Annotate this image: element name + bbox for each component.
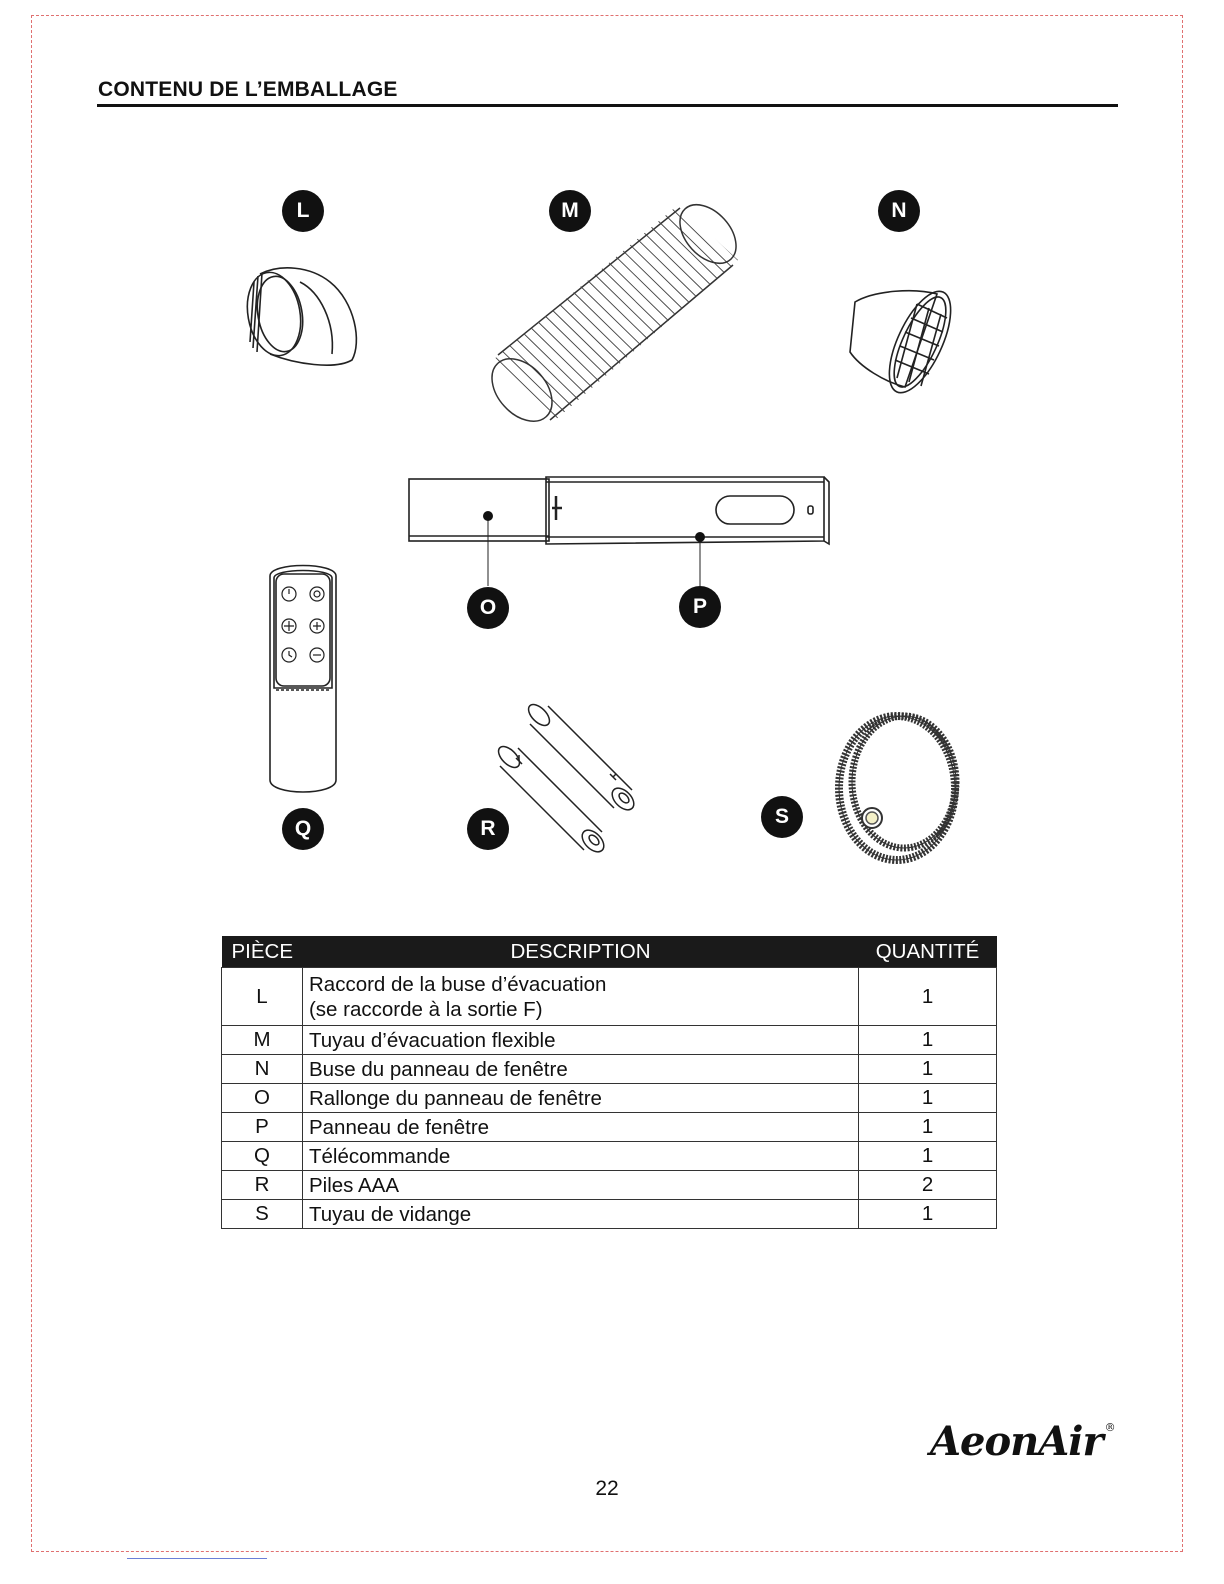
exhaust-adapter-icon [240,262,365,372]
table-row [222,968,997,1026]
logo-text: AeonAir [930,1418,1103,1465]
table-row [222,1055,997,1084]
description-cell: Panneau de fenêtre [302,1113,858,1142]
table-row [222,1026,997,1055]
badge-n: N [878,190,920,232]
part-cell: M [222,1026,303,1055]
header-quantite: QUANTITÉ [859,936,997,968]
quantity-cell: 1 [859,1055,997,1084]
description-cell: Rallonge du panneau de fenêtre [302,1084,858,1113]
description-cell: Buse du panneau de fenêtre [302,1055,858,1084]
description-cell: Tuyau d’évacuation flexible [302,1026,858,1055]
quantity-cell: 1 [859,1142,997,1171]
title-underline [97,104,1118,107]
badge-l: L [282,190,324,232]
description-cell: Piles AAA [302,1171,858,1200]
table-row [222,1142,997,1171]
table-row [222,1200,997,1229]
quantity-cell: 2 [859,1171,997,1200]
window-panel-icon [404,474,834,609]
table-row [222,1113,997,1142]
quantity-cell: 1 [859,1200,997,1229]
parts-table [221,936,997,1229]
registered-mark: ® [1104,1420,1115,1434]
description-cell: Télécommande [302,1142,858,1171]
part-cell: R [222,1171,303,1200]
description-cell [302,968,858,1026]
table-row [222,1171,997,1200]
description-cell: Tuyau de vidange [302,1200,858,1229]
description-line: Raccord de la buse d’évacuation [308,972,607,996]
page-number: 22 [595,1477,619,1500]
table-row [222,1084,997,1113]
quantity-cell: 1 [859,968,997,1026]
badge-p: P [679,586,721,628]
footer-rule [127,1558,267,1559]
quantity-cell: 1 [859,1084,997,1113]
brand-logo [930,1418,1115,1465]
part-cell: O [222,1084,303,1113]
part-cell: S [222,1200,303,1229]
flexible-hose-icon [488,200,743,428]
quantity-cell: 1 [859,1113,997,1142]
badge-m: M [549,190,591,232]
section-title: CONTENU DE L’EMBALLAGE [98,78,398,101]
battery-icon [500,696,650,851]
part-cell: Q [222,1142,303,1171]
drain-hose-icon [832,710,962,870]
header-description: DESCRIPTION [302,936,858,968]
part-cell: P [222,1113,303,1142]
part-cell: N [222,1055,303,1084]
remote-control-icon [264,558,342,798]
window-nozzle-icon [845,282,965,402]
quantity-cell: 1 [859,1026,997,1055]
badge-o: O [467,587,509,629]
badge-r: R [467,808,509,850]
header-piece: PIÈCE [222,936,303,968]
table-header-row [222,936,997,968]
badge-s: S [761,796,803,838]
description-line: (se raccorde à la sortie F) [308,997,543,1021]
badge-q: Q [282,808,324,850]
part-cell: L [222,968,303,1026]
